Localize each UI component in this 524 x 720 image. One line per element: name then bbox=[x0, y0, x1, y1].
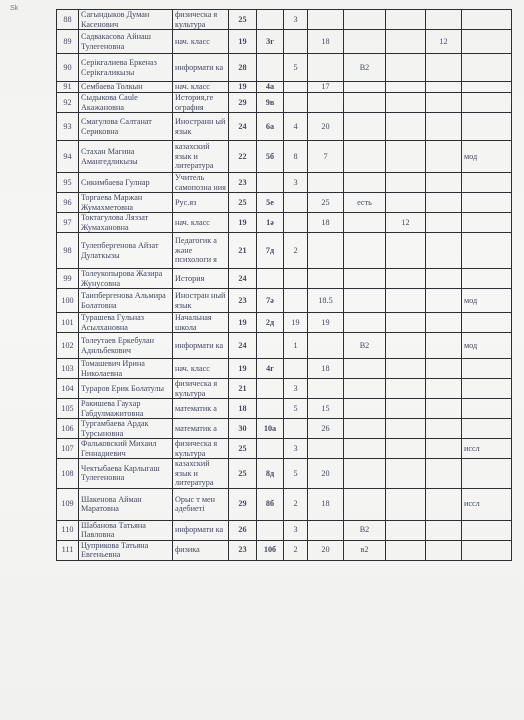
class-assignment: 5е bbox=[257, 193, 284, 213]
column-1-value bbox=[284, 82, 308, 93]
table-row bbox=[57, 233, 512, 269]
table-row bbox=[57, 289, 512, 313]
column-1-value bbox=[284, 419, 308, 439]
subject: нач. класс bbox=[173, 82, 229, 93]
hours-load: 30 bbox=[229, 419, 257, 439]
class-assignment bbox=[257, 173, 284, 193]
column-5-value bbox=[426, 173, 462, 193]
column-2-value: 7 bbox=[308, 141, 344, 173]
subject: Рус.яз bbox=[173, 193, 229, 213]
class-assignment bbox=[257, 54, 284, 82]
column-4-value bbox=[386, 540, 426, 560]
class-assignment bbox=[257, 520, 284, 540]
teacher-name: Чектыбаева Карлыгаш Тулегеновна bbox=[79, 459, 173, 489]
row-number: 111 bbox=[57, 540, 79, 560]
note-value bbox=[462, 399, 512, 419]
column-4-value bbox=[386, 233, 426, 269]
note-value bbox=[462, 520, 512, 540]
note-value bbox=[462, 173, 512, 193]
class-assignment: 10б bbox=[257, 540, 284, 560]
column-2-value bbox=[308, 379, 344, 399]
teacher-name: Фальковский Михаил Геннадиевич bbox=[79, 439, 173, 459]
note-value bbox=[462, 93, 512, 113]
table-row bbox=[57, 313, 512, 333]
column-5-value bbox=[426, 439, 462, 459]
column-4-value bbox=[386, 54, 426, 82]
column-5-value bbox=[426, 193, 462, 213]
hours-load: 25 bbox=[229, 459, 257, 489]
column-3-value bbox=[344, 379, 386, 399]
teacher-name: Цуприкова Татьяна Евгеньевна bbox=[79, 540, 173, 560]
note-value bbox=[462, 269, 512, 289]
note-value: иссл bbox=[462, 488, 512, 520]
column-2-value bbox=[308, 439, 344, 459]
column-5-value bbox=[426, 289, 462, 313]
subject: математик а bbox=[173, 399, 229, 419]
subject: информати ка bbox=[173, 520, 229, 540]
column-5-value bbox=[426, 488, 462, 520]
row-number: 90 bbox=[57, 54, 79, 82]
column-1-value bbox=[284, 193, 308, 213]
class-assignment: 4г bbox=[257, 359, 284, 379]
column-5-value bbox=[426, 82, 462, 93]
row-number: 99 bbox=[57, 269, 79, 289]
hours-load: 24 bbox=[229, 333, 257, 359]
column-4-value bbox=[386, 439, 426, 459]
class-assignment bbox=[257, 439, 284, 459]
class-assignment: 7д bbox=[257, 233, 284, 269]
column-2-value bbox=[308, 269, 344, 289]
column-1-value bbox=[284, 359, 308, 379]
column-5-value bbox=[426, 93, 462, 113]
teacher-name: Турашева Гульназ Асылхановна bbox=[79, 313, 173, 333]
note-value bbox=[462, 233, 512, 269]
class-assignment bbox=[257, 269, 284, 289]
column-5-value bbox=[426, 359, 462, 379]
column-5-value bbox=[426, 10, 462, 30]
column-2-value: 20 bbox=[308, 459, 344, 489]
column-3-value bbox=[344, 269, 386, 289]
column-1-value: 2 bbox=[284, 488, 308, 520]
note-value bbox=[462, 359, 512, 379]
note-value bbox=[462, 459, 512, 489]
column-1-value: 5 bbox=[284, 54, 308, 82]
column-5-value bbox=[426, 379, 462, 399]
subject: Начальная школа bbox=[173, 313, 229, 333]
table-row bbox=[57, 10, 512, 30]
column-3-value bbox=[344, 141, 386, 173]
row-number: 104 bbox=[57, 379, 79, 399]
column-5-value bbox=[426, 113, 462, 141]
class-assignment: 2д bbox=[257, 313, 284, 333]
column-3-value: В2 bbox=[344, 520, 386, 540]
column-3-value bbox=[344, 233, 386, 269]
column-3-value bbox=[344, 399, 386, 419]
subject: информати ка bbox=[173, 333, 229, 359]
hours-load: 25 bbox=[229, 439, 257, 459]
subject: физика bbox=[173, 540, 229, 560]
subject: физическа я культура bbox=[173, 439, 229, 459]
column-5-value bbox=[426, 269, 462, 289]
table-row bbox=[57, 540, 512, 560]
column-2-value bbox=[308, 54, 344, 82]
row-number: 110 bbox=[57, 520, 79, 540]
column-4-value: 12 bbox=[386, 213, 426, 233]
column-4-value bbox=[386, 419, 426, 439]
column-1-value bbox=[284, 269, 308, 289]
column-4-value bbox=[386, 141, 426, 173]
column-1-value: 2 bbox=[284, 233, 308, 269]
column-3-value bbox=[344, 113, 386, 141]
column-5-value bbox=[426, 333, 462, 359]
subject: казахский язык и литература bbox=[173, 459, 229, 489]
column-1-value: 3 bbox=[284, 173, 308, 193]
note-value bbox=[462, 10, 512, 30]
column-3-value bbox=[344, 173, 386, 193]
column-2-value: 26 bbox=[308, 419, 344, 439]
hours-load: 29 bbox=[229, 93, 257, 113]
table-row bbox=[57, 399, 512, 419]
column-4-value bbox=[386, 82, 426, 93]
teacher-name: Тургамбаева Ардак Турсыновна bbox=[79, 419, 173, 439]
teacher-name: Сагындыков Думан Касенович bbox=[79, 10, 173, 30]
column-5-value bbox=[426, 540, 462, 560]
note-value: мод bbox=[462, 289, 512, 313]
subject: математик а bbox=[173, 419, 229, 439]
class-assignment: 9в bbox=[257, 93, 284, 113]
row-number: 88 bbox=[57, 10, 79, 30]
teacher-name: Садвакасова Айнаш Тулегеновна bbox=[79, 30, 173, 54]
hours-load: 24 bbox=[229, 269, 257, 289]
column-1-value: 1 bbox=[284, 333, 308, 359]
row-number: 102 bbox=[57, 333, 79, 359]
column-3-value bbox=[344, 488, 386, 520]
subject: физическа я культура bbox=[173, 10, 229, 30]
column-5-value: 12 bbox=[426, 30, 462, 54]
roster-body bbox=[57, 10, 512, 561]
teacher-name: Стахан Магина Амангедликызы bbox=[79, 141, 173, 173]
column-2-value: 18.5 bbox=[308, 289, 344, 313]
teacher-name: Сикимбаева Гулнар bbox=[79, 173, 173, 193]
column-1-value: 8 bbox=[284, 141, 308, 173]
column-4-value bbox=[386, 459, 426, 489]
hours-load: 25 bbox=[229, 193, 257, 213]
column-1-value bbox=[284, 213, 308, 233]
column-5-value bbox=[426, 313, 462, 333]
column-2-value: 17 bbox=[308, 82, 344, 93]
subject: нач. класс bbox=[173, 213, 229, 233]
column-3-value bbox=[344, 439, 386, 459]
column-1-value: 5 bbox=[284, 399, 308, 419]
column-4-value bbox=[386, 313, 426, 333]
column-5-value bbox=[426, 233, 462, 269]
note-value bbox=[462, 193, 512, 213]
column-4-value bbox=[386, 113, 426, 141]
table-row bbox=[57, 54, 512, 82]
column-1-value bbox=[284, 30, 308, 54]
column-5-value bbox=[426, 54, 462, 82]
column-4-value bbox=[386, 173, 426, 193]
teacher-name: Торгаева Маржан Жумахметовна bbox=[79, 193, 173, 213]
hours-load: 18 bbox=[229, 399, 257, 419]
row-number: 97 bbox=[57, 213, 79, 233]
class-assignment: 8б bbox=[257, 488, 284, 520]
column-1-value: 5 bbox=[284, 459, 308, 489]
column-5-value bbox=[426, 459, 462, 489]
table-row bbox=[57, 213, 512, 233]
column-2-value bbox=[308, 233, 344, 269]
column-5-value bbox=[426, 419, 462, 439]
column-4-value bbox=[386, 269, 426, 289]
subject: нач. класс bbox=[173, 359, 229, 379]
row-number: 94 bbox=[57, 141, 79, 173]
hours-load: 23 bbox=[229, 540, 257, 560]
class-assignment bbox=[257, 399, 284, 419]
subject: Учитель самопозна ния bbox=[173, 173, 229, 193]
teacher-name: Шакенова Айман Маратовна bbox=[79, 488, 173, 520]
subject: Иностран ный язык bbox=[173, 289, 229, 313]
column-1-value: 2 bbox=[284, 540, 308, 560]
note-value bbox=[462, 113, 512, 141]
hours-load: 19 bbox=[229, 359, 257, 379]
column-2-value: 18 bbox=[308, 488, 344, 520]
hours-load: 21 bbox=[229, 233, 257, 269]
subject: казахский язык и литература bbox=[173, 141, 229, 173]
note-value bbox=[462, 30, 512, 54]
column-4-value bbox=[386, 93, 426, 113]
note-value bbox=[462, 379, 512, 399]
table-row bbox=[57, 113, 512, 141]
row-number: 91 bbox=[57, 82, 79, 93]
column-3-value bbox=[344, 30, 386, 54]
subject: физическа я культура bbox=[173, 379, 229, 399]
class-assignment bbox=[257, 10, 284, 30]
column-2-value: 19 bbox=[308, 313, 344, 333]
hours-load: 29 bbox=[229, 488, 257, 520]
hours-load: 26 bbox=[229, 520, 257, 540]
column-2-value: 18 bbox=[308, 359, 344, 379]
column-1-value: 19 bbox=[284, 313, 308, 333]
teacher-name: Ракишева Гаухар Габдулмажитовна bbox=[79, 399, 173, 419]
table-row bbox=[57, 82, 512, 93]
hours-load: 23 bbox=[229, 289, 257, 313]
class-assignment bbox=[257, 333, 284, 359]
row-number: 92 bbox=[57, 93, 79, 113]
column-3-value bbox=[344, 289, 386, 313]
column-4-value bbox=[386, 333, 426, 359]
column-1-value bbox=[284, 289, 308, 313]
subject: История bbox=[173, 269, 229, 289]
column-2-value: 25 bbox=[308, 193, 344, 213]
column-3-value bbox=[344, 313, 386, 333]
column-1-value: 3 bbox=[284, 10, 308, 30]
column-3-value bbox=[344, 459, 386, 489]
class-assignment bbox=[257, 379, 284, 399]
row-number: 106 bbox=[57, 419, 79, 439]
class-assignment: 5б bbox=[257, 141, 284, 173]
teacher-name: Тураров Ерик Болатулы bbox=[79, 379, 173, 399]
row-number: 98 bbox=[57, 233, 79, 269]
column-4-value bbox=[386, 488, 426, 520]
table-row bbox=[57, 379, 512, 399]
row-number: 107 bbox=[57, 439, 79, 459]
teacher-name: Толеутаев Еркебулан Адильбекович bbox=[79, 333, 173, 359]
column-3-value bbox=[344, 213, 386, 233]
class-assignment: 10а bbox=[257, 419, 284, 439]
column-2-value bbox=[308, 520, 344, 540]
column-4-value bbox=[386, 30, 426, 54]
hours-load: 19 bbox=[229, 313, 257, 333]
row-number: 93 bbox=[57, 113, 79, 141]
table-row bbox=[57, 193, 512, 213]
table-row bbox=[57, 93, 512, 113]
subject: информати ка bbox=[173, 54, 229, 82]
class-assignment: 4а bbox=[257, 82, 284, 93]
hours-load: 23 bbox=[229, 173, 257, 193]
teacher-name: Толеукопырова Жазира Жунусовна bbox=[79, 269, 173, 289]
teacher-name: Тулепбергенова Айзат Дулаткызы bbox=[79, 233, 173, 269]
subject: Педагогик а және психологи я bbox=[173, 233, 229, 269]
subject: нач. класс bbox=[173, 30, 229, 54]
hours-load: 21 bbox=[229, 379, 257, 399]
hours-load: 19 bbox=[229, 213, 257, 233]
scan-corner-mark: Sk bbox=[10, 5, 19, 12]
teacher-name: Шабанова Татьяна Павловна bbox=[79, 520, 173, 540]
class-assignment: 1ә bbox=[257, 213, 284, 233]
column-4-value bbox=[386, 359, 426, 379]
column-4-value bbox=[386, 289, 426, 313]
column-4-value bbox=[386, 399, 426, 419]
table-row bbox=[57, 333, 512, 359]
column-1-value bbox=[284, 93, 308, 113]
hours-load: 24 bbox=[229, 113, 257, 141]
table-row bbox=[57, 459, 512, 489]
column-1-value: 3 bbox=[284, 379, 308, 399]
column-4-value bbox=[386, 379, 426, 399]
teacher-name: Таипбергенова Альмира Болатовна bbox=[79, 289, 173, 313]
column-3-value: есть bbox=[344, 193, 386, 213]
column-4-value bbox=[386, 520, 426, 540]
column-3-value bbox=[344, 93, 386, 113]
column-5-value bbox=[426, 141, 462, 173]
note-value bbox=[462, 540, 512, 560]
row-number: 105 bbox=[57, 399, 79, 419]
table-row bbox=[57, 141, 512, 173]
subject: История,ге ография bbox=[173, 93, 229, 113]
column-3-value: в2 bbox=[344, 540, 386, 560]
column-3-value bbox=[344, 82, 386, 93]
teacher-name: Токтагулова Ляззат Жумахановна bbox=[79, 213, 173, 233]
note-value: мод bbox=[462, 141, 512, 173]
note-value bbox=[462, 419, 512, 439]
column-5-value bbox=[426, 520, 462, 540]
row-number: 95 bbox=[57, 173, 79, 193]
column-2-value: 18 bbox=[308, 213, 344, 233]
teacher-name: Сембаева Толкын bbox=[79, 82, 173, 93]
teacher-name: Смагулова Салтанат Сериковна bbox=[79, 113, 173, 141]
hours-load: 25 bbox=[229, 10, 257, 30]
table-row bbox=[57, 269, 512, 289]
column-3-value bbox=[344, 419, 386, 439]
table-row bbox=[57, 520, 512, 540]
teacher-name: Сыдыкова Саule Акажановна bbox=[79, 93, 173, 113]
table-row bbox=[57, 419, 512, 439]
table-row bbox=[57, 173, 512, 193]
column-2-value bbox=[308, 10, 344, 30]
row-number: 96 bbox=[57, 193, 79, 213]
column-5-value bbox=[426, 213, 462, 233]
table-row bbox=[57, 488, 512, 520]
column-4-value bbox=[386, 10, 426, 30]
teacher-name: Томашевич Ирина Николаевна bbox=[79, 359, 173, 379]
class-assignment: 6а bbox=[257, 113, 284, 141]
column-2-value: 20 bbox=[308, 540, 344, 560]
note-value: иссл bbox=[462, 439, 512, 459]
row-number: 109 bbox=[57, 488, 79, 520]
column-2-value: 18 bbox=[308, 30, 344, 54]
row-number: 103 bbox=[57, 359, 79, 379]
subject: Орыс т мен әдебиеті bbox=[173, 488, 229, 520]
column-1-value: 4 bbox=[284, 113, 308, 141]
column-4-value bbox=[386, 193, 426, 213]
row-number: 108 bbox=[57, 459, 79, 489]
row-number: 100 bbox=[57, 289, 79, 313]
note-value bbox=[462, 54, 512, 82]
column-1-value: 3 bbox=[284, 439, 308, 459]
table-row bbox=[57, 359, 512, 379]
note-value bbox=[462, 82, 512, 93]
class-assignment: 8д bbox=[257, 459, 284, 489]
column-5-value bbox=[426, 399, 462, 419]
class-assignment: 7ә bbox=[257, 289, 284, 313]
column-2-value bbox=[308, 173, 344, 193]
note-value bbox=[462, 313, 512, 333]
subject: Иностранн ый язык bbox=[173, 113, 229, 141]
row-number: 89 bbox=[57, 30, 79, 54]
column-3-value: В2 bbox=[344, 54, 386, 82]
hours-load: 19 bbox=[229, 82, 257, 93]
column-3-value: В2 bbox=[344, 333, 386, 359]
column-3-value bbox=[344, 10, 386, 30]
row-number: 101 bbox=[57, 313, 79, 333]
column-2-value bbox=[308, 93, 344, 113]
note-value bbox=[462, 213, 512, 233]
column-2-value: 15 bbox=[308, 399, 344, 419]
class-assignment: 3г bbox=[257, 30, 284, 54]
teacher-name: Серікғалиева Еркеназ Серікғаликызы bbox=[79, 54, 173, 82]
hours-load: 28 bbox=[229, 54, 257, 82]
table-row bbox=[57, 30, 512, 54]
table-row bbox=[57, 439, 512, 459]
column-3-value bbox=[344, 359, 386, 379]
teacher-roster-table bbox=[56, 9, 512, 561]
hours-load: 22 bbox=[229, 141, 257, 173]
column-1-value: 3 bbox=[284, 520, 308, 540]
hours-load: 19 bbox=[229, 30, 257, 54]
column-2-value bbox=[308, 333, 344, 359]
note-value: мод bbox=[462, 333, 512, 359]
column-2-value: 20 bbox=[308, 113, 344, 141]
